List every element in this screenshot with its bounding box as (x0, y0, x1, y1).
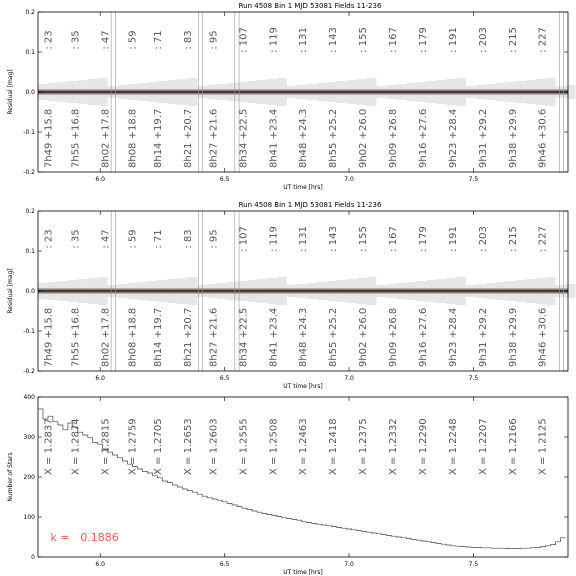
field-coordinate-label: 8h02 +17.8 (100, 108, 112, 168)
y-tick-label: 0.1 (25, 248, 35, 255)
field-coordinate-label: 7h55 +16.8 (70, 108, 82, 168)
y-tick-label: 0 (31, 554, 35, 561)
field-number-label: : 131 (298, 27, 310, 53)
field-number-label: : 35 (70, 30, 82, 50)
x-tick-label: 6.0 (95, 375, 105, 382)
x-tick-label: 6.5 (219, 176, 230, 183)
y-tick-label: 200 (23, 474, 35, 481)
x-axis-label: UT time [hrs] (283, 569, 323, 576)
field-number-label: : 143 (328, 27, 340, 53)
y-tick-label: -0.2 (23, 368, 35, 375)
field-coordinate-label: 8h14 +19.7 (152, 108, 164, 168)
field-number-label: : 95 (208, 30, 220, 50)
field-number-label: : 131 (298, 226, 310, 252)
field-coordinate-label: 7h55 +16.8 (70, 307, 82, 367)
field-number-label: : 155 (358, 226, 370, 252)
y-tick-label: -0.1 (23, 129, 35, 136)
y-tick-label: 0.2 (25, 9, 35, 16)
y-tick-label: 400 (23, 394, 35, 401)
field-coordinate-label: 8h14 +19.7 (152, 307, 164, 367)
field-coordinate-label: 8h41 +23.4 (268, 108, 280, 168)
field-coordinate-label: 8h21 +20.7 (183, 307, 195, 367)
field-number-label: : 107 (238, 27, 250, 53)
field-coordinate-label: 8h41 +23.4 (268, 307, 280, 367)
airmass-label: X = 1.2463 (298, 418, 310, 475)
y-tick-label: 0.2 (25, 208, 35, 215)
airmass-label: X = 1.2207 (477, 418, 489, 475)
field-number-label: : 83 (183, 30, 195, 50)
field-coordinate-label: 9h16 +27.6 (417, 108, 429, 168)
field-coordinate-label: 8h27 +21.6 (208, 307, 220, 367)
airmass-label: X = 1.2375 (358, 418, 370, 475)
x-tick-label: 7.5 (468, 561, 479, 568)
y-tick-label: -0.2 (23, 169, 35, 176)
field-coordinate-label: 8h27 +21.6 (208, 108, 220, 168)
y-tick-label: 0.1 (25, 49, 35, 56)
y-tick-label: 0.0 (25, 89, 35, 96)
field-coordinate-label: 8h55 +25.2 (328, 307, 340, 367)
x-tick-label: 6.5 (219, 375, 230, 382)
y-axis-label: Number of Stars (7, 452, 14, 502)
x-tick-label: 7.0 (344, 176, 354, 183)
field-coordinate-label: 9h09 +26.8 (388, 307, 400, 367)
field-number-label: : 119 (268, 27, 280, 53)
field-number-label: : 227 (537, 27, 549, 53)
airmass-label: X = 1.2418 (328, 418, 340, 475)
field-coordinate-label: 9h46 +30.6 (537, 307, 549, 367)
k-value: 0.1886 (80, 531, 119, 544)
field-number-label: : 107 (238, 226, 250, 252)
field-number-label: : 179 (417, 226, 429, 252)
panel-1-title: Run 4508 Bin 1 MJD 53081 Fields 11-236 (238, 2, 382, 10)
field-coordinate-label: 7h49 +15.8 (43, 307, 55, 367)
airmass-label: X = 1.2603 (208, 418, 220, 475)
field-number-label: : 83 (183, 229, 195, 249)
field-number-label: : 59 (127, 30, 139, 50)
airmass-label: X = 1.2332 (388, 418, 400, 475)
field-coordinate-label: 8h34 +22.5 (238, 108, 250, 168)
panel-2-title: Run 4508 Bin 1 MJD 53081 Fields 11-236 (238, 201, 382, 209)
field-number-label: : 203 (477, 27, 489, 53)
field-coordinate-label: 8h55 +25.2 (328, 108, 340, 168)
y-axis-label: Residual [mag] (7, 268, 14, 314)
field-coordinate-label: 9h31 +29.2 (477, 307, 489, 367)
airmass-label: X = 1.2653 (183, 418, 195, 475)
field-number-label: : 47 (100, 30, 112, 50)
field-coordinate-label: 9h16 +27.6 (417, 307, 429, 367)
x-axis-label: UT time [hrs] (283, 184, 323, 191)
field-coordinate-label: 8h48 +24.3 (298, 108, 310, 168)
field-coordinate-label: 9h38 +29.9 (507, 307, 519, 367)
field-coordinate-label: 9h38 +29.9 (507, 108, 519, 168)
field-number-label: : 179 (417, 27, 429, 53)
y-tick-label: 0.0 (25, 288, 35, 295)
field-coordinate-label: 9h23 +28.4 (447, 108, 459, 168)
field-number-label: : 155 (358, 27, 370, 53)
x-tick-label: 7.5 (468, 375, 479, 382)
airmass-label: X = 1.2555 (238, 418, 250, 475)
airmass-label: X = 1.2125 (537, 418, 549, 475)
airmass-label: X = 1.2874 (70, 418, 82, 475)
field-coordinate-label: 7h49 +15.8 (43, 108, 55, 168)
airmass-label: X = 1.2290 (417, 418, 429, 475)
field-number-label: : 203 (477, 226, 489, 252)
field-coordinate-label: 9h02 +26.0 (358, 108, 370, 168)
x-tick-label: 7.5 (468, 176, 479, 183)
y-tick-label: 100 (23, 514, 35, 521)
x-tick-label: 6.5 (219, 561, 230, 568)
y-tick-label: 300 (23, 434, 35, 441)
field-coordinate-label: 9h02 +26.0 (358, 307, 370, 367)
field-coordinate-label: 8h08 +18.8 (127, 307, 139, 367)
x-tick-label: 6.0 (95, 561, 105, 568)
k-label: k = (50, 531, 70, 544)
x-tick-label: 7.0 (344, 561, 354, 568)
airmass-label: X = 1.2815 (100, 418, 112, 475)
field-coordinate-label: 9h31 +29.2 (477, 108, 489, 168)
field-number-label: : 71 (152, 30, 164, 50)
field-number-label: : 23 (43, 229, 55, 249)
airmass-label: X = 1.2166 (507, 418, 519, 475)
airmass-label: X = 1.2508 (268, 418, 280, 475)
field-number-label: : 119 (268, 226, 280, 252)
y-tick-label: -0.1 (23, 328, 35, 335)
field-number-label: : 191 (447, 27, 459, 53)
x-axis-label: UT time [hrs] (283, 383, 323, 390)
field-number-label: : 143 (328, 226, 340, 252)
field-number-label: : 23 (43, 30, 55, 50)
field-number-label: : 215 (507, 27, 519, 53)
airmass-label: X = 1.2705 (152, 418, 164, 475)
airmass-label: X = 1.2248 (447, 418, 459, 475)
field-coordinate-label: 8h02 +17.8 (100, 307, 112, 367)
field-number-label: : 35 (70, 229, 82, 249)
field-coordinate-label: 8h48 +24.3 (298, 307, 310, 367)
x-tick-label: 7.0 (344, 375, 354, 382)
field-number-label: : 95 (208, 229, 220, 249)
field-coordinate-label: 9h46 +30.6 (537, 108, 549, 168)
field-coordinate-label: 9h09 +26.8 (388, 108, 400, 168)
field-number-label: : 47 (100, 229, 112, 249)
airmass-label: X = 1.2759 (127, 418, 139, 475)
y-axis-label: Residual [mag] (7, 69, 14, 115)
x-tick-label: 6.0 (95, 176, 105, 183)
field-coordinate-label: 8h21 +20.7 (183, 108, 195, 168)
field-coordinate-label: 8h08 +18.8 (127, 108, 139, 168)
field-number-label: : 191 (447, 226, 459, 252)
field-number-label: : 59 (127, 229, 139, 249)
field-number-label: : 215 (507, 226, 519, 252)
airmass-label: X = 1.2837 (43, 418, 55, 475)
field-number-label: : 71 (152, 229, 164, 249)
field-number-label: : 167 (388, 27, 400, 53)
field-coordinate-label: 8h34 +22.5 (238, 307, 250, 367)
field-number-label: : 167 (388, 226, 400, 252)
field-number-label: : 227 (537, 226, 549, 252)
field-coordinate-label: 9h23 +28.4 (447, 307, 459, 367)
